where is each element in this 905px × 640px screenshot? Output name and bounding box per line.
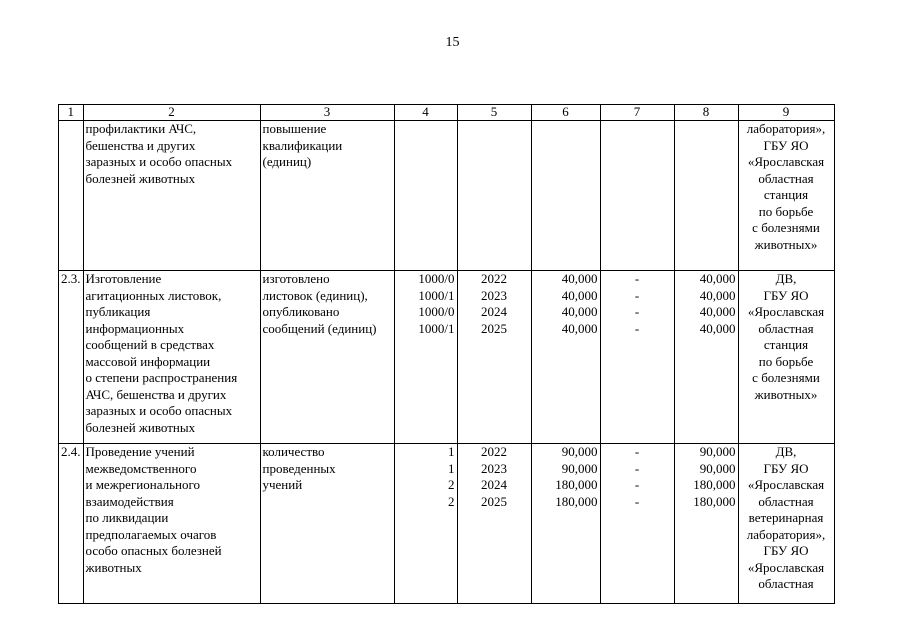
cell-line: ДВ, bbox=[775, 444, 797, 459]
cell-line: - bbox=[634, 477, 640, 492]
cell-line: и межрегионального bbox=[85, 477, 200, 492]
cell-line: 2022 bbox=[481, 271, 507, 286]
table-row bbox=[59, 121, 835, 271]
cell-line: 1000/1 bbox=[418, 287, 455, 303]
indicator-value-cell bbox=[394, 271, 457, 444]
cell-line: ДВ, bbox=[775, 271, 797, 286]
cell-line: взаимодействия bbox=[85, 493, 174, 509]
cell-line: ГБУ ЯО bbox=[763, 287, 809, 303]
cell-line: бешенства и других bbox=[85, 137, 196, 153]
indicator-cell bbox=[260, 121, 394, 271]
cell-line: 40,000 bbox=[699, 271, 736, 286]
cell-line: 1000/0 bbox=[418, 271, 455, 286]
executor-cell bbox=[738, 271, 834, 444]
cell-line: 180,000 bbox=[555, 493, 598, 509]
cell-line: 2024 bbox=[481, 477, 507, 492]
funding-federal-cell bbox=[600, 444, 674, 604]
header-row bbox=[59, 105, 835, 121]
cell-line: Изготовление bbox=[85, 271, 162, 286]
cell-line: Проведение учений bbox=[85, 444, 195, 459]
table-body bbox=[59, 121, 835, 604]
cell-line: 90,000 bbox=[561, 460, 598, 476]
cell-line: - bbox=[634, 271, 640, 286]
table-row bbox=[59, 444, 835, 604]
cell-line: станция bbox=[763, 337, 809, 352]
cell-line: - bbox=[634, 493, 640, 509]
cell-line: - bbox=[634, 304, 640, 319]
cell-line: ГБУ ЯО bbox=[763, 137, 809, 153]
cell-line: «Ярославская bbox=[747, 154, 825, 169]
cell-line: 2025 bbox=[481, 493, 507, 509]
cell-line: 1 bbox=[448, 460, 455, 476]
cell-line: учений bbox=[262, 477, 303, 492]
cell-line: 1000/1 bbox=[418, 320, 455, 336]
column-header-7: 7 bbox=[600, 105, 674, 121]
year-cell bbox=[457, 271, 531, 444]
cell-line: областная bbox=[758, 170, 814, 186]
page-number: 15 bbox=[445, 35, 460, 50]
activity-name-cell bbox=[83, 121, 260, 271]
cell-line: о степени распространения bbox=[85, 370, 238, 385]
column-header-1: 1 bbox=[59, 105, 84, 121]
cell-line: по борьбе bbox=[758, 203, 814, 219]
column-header-9: 9 bbox=[738, 105, 834, 121]
year-cell bbox=[457, 444, 531, 604]
cell-line: станция bbox=[763, 187, 809, 202]
cell-line: 90,000 bbox=[561, 444, 598, 459]
cell-line: - bbox=[634, 460, 640, 476]
cell-line: болезней животных bbox=[85, 419, 196, 435]
column-header-3: 3 bbox=[260, 105, 394, 121]
cell-line: агитационных листовок, bbox=[85, 287, 222, 303]
cell-line: 40,000 bbox=[561, 320, 598, 336]
activity-name-cell bbox=[83, 271, 260, 444]
funding-federal-cell bbox=[600, 271, 674, 444]
year-cell bbox=[457, 121, 531, 271]
funding-total-cell bbox=[531, 271, 600, 444]
cell-line: сообщений в средствах bbox=[85, 337, 215, 352]
cell-line: проведенных bbox=[262, 460, 336, 476]
row-number-cell: 2.4. bbox=[59, 444, 84, 604]
cell-line: 180,000 bbox=[693, 477, 736, 492]
cell-line: «Ярославская bbox=[747, 304, 825, 319]
row-number-cell: 2.3. bbox=[59, 271, 84, 444]
column-header-6: 6 bbox=[531, 105, 600, 121]
funding-total-cell bbox=[531, 444, 600, 604]
cell-line: с болезнями bbox=[752, 370, 820, 385]
cell-line: заразных и особо опасных bbox=[85, 154, 233, 169]
cell-line: 40,000 bbox=[561, 287, 598, 303]
cell-line: лаборатория», bbox=[746, 526, 826, 542]
indicator-value-cell bbox=[394, 444, 457, 604]
indicator-cell bbox=[260, 271, 394, 444]
cell-line: 40,000 bbox=[699, 287, 736, 303]
cell-line: с болезнями bbox=[752, 220, 820, 235]
cell-line: ветеринарная bbox=[748, 510, 824, 525]
executor-cell bbox=[738, 444, 834, 604]
cell-line: 90,000 bbox=[699, 444, 736, 459]
cell-line: изготовлено bbox=[262, 271, 330, 286]
cell-line: животных bbox=[85, 559, 142, 575]
cell-line: повышение bbox=[262, 121, 327, 136]
cell-line: опубликовано bbox=[262, 304, 340, 319]
cell-line: публикация bbox=[85, 304, 151, 319]
cell-line: ГБУ ЯО bbox=[763, 543, 809, 558]
cell-line: 2 bbox=[448, 477, 455, 492]
cell-line: 2025 bbox=[481, 320, 507, 336]
cell-line: - bbox=[634, 287, 640, 303]
cell-line: - bbox=[634, 444, 640, 459]
cell-line: листовок (единиц), bbox=[262, 287, 368, 303]
table-row bbox=[59, 271, 835, 444]
cell-line: 180,000 bbox=[555, 477, 598, 492]
cell-line: ГБУ ЯО bbox=[763, 460, 809, 476]
cell-line: 2022 bbox=[481, 444, 507, 459]
column-header-4: 4 bbox=[394, 105, 457, 121]
cell-line: 90,000 bbox=[699, 460, 736, 476]
cell-line: «Ярославская bbox=[747, 477, 825, 492]
cell-line: 2023 bbox=[481, 460, 507, 476]
column-header-8: 8 bbox=[674, 105, 738, 121]
cell-line: областная bbox=[758, 320, 814, 336]
cell-line: областная bbox=[758, 576, 814, 591]
cell-line: профилактики АЧС, bbox=[85, 121, 197, 136]
cell-line: сообщений (единиц) bbox=[262, 320, 377, 336]
cell-line: 1 bbox=[448, 444, 455, 459]
row-number-cell bbox=[59, 121, 84, 271]
cell-line: 40,000 bbox=[561, 271, 598, 286]
activity-name-cell bbox=[83, 444, 260, 604]
cell-line: по борьбе bbox=[758, 353, 814, 369]
cell-line: областная bbox=[758, 493, 814, 509]
cell-line: «Ярославская bbox=[747, 559, 825, 575]
cell-line: предполагаемых очагов bbox=[85, 526, 217, 542]
cell-line: количество bbox=[262, 444, 325, 459]
executor-cell bbox=[738, 121, 834, 271]
cell-line: болезней животных bbox=[85, 170, 196, 186]
cell-line: информационных bbox=[85, 320, 185, 336]
cell-line: (единиц) bbox=[262, 154, 312, 169]
cell-line: 2 bbox=[448, 493, 455, 509]
cell-line: заразных и особо опасных bbox=[85, 403, 233, 418]
cell-line: - bbox=[634, 320, 640, 336]
cell-line: квалификации bbox=[262, 137, 343, 153]
cell-line: животных» bbox=[754, 386, 818, 402]
column-header-5: 5 bbox=[457, 105, 531, 121]
cell-line: лаборатория», bbox=[746, 121, 826, 136]
cell-line: межведомственного bbox=[85, 460, 197, 476]
cell-line: 1000/0 bbox=[418, 304, 455, 319]
cell-line: 40,000 bbox=[699, 304, 736, 319]
funding-regional-cell bbox=[674, 271, 738, 444]
cell-line: массовой информации bbox=[85, 353, 211, 369]
funding-total-cell bbox=[531, 121, 600, 271]
cell-line: особо опасных болезней bbox=[85, 543, 222, 558]
cell-line: животных» bbox=[754, 236, 818, 252]
indicator-cell bbox=[260, 444, 394, 604]
cell-line: по ликвидации bbox=[85, 510, 169, 525]
cell-line: 2023 bbox=[481, 287, 507, 303]
funding-regional-cell bbox=[674, 444, 738, 604]
cell-line: 40,000 bbox=[561, 304, 598, 319]
cell-line: 180,000 bbox=[693, 493, 736, 509]
funding-federal-cell bbox=[600, 121, 674, 271]
cell-line: 40,000 bbox=[699, 320, 736, 336]
funding-regional-cell bbox=[674, 121, 738, 271]
column-header-2: 2 bbox=[83, 105, 260, 121]
cell-line: АЧС, бешенства и других bbox=[85, 386, 227, 402]
indicator-value-cell bbox=[394, 121, 457, 271]
cell-line: 2024 bbox=[481, 304, 507, 319]
program-table bbox=[58, 104, 835, 604]
